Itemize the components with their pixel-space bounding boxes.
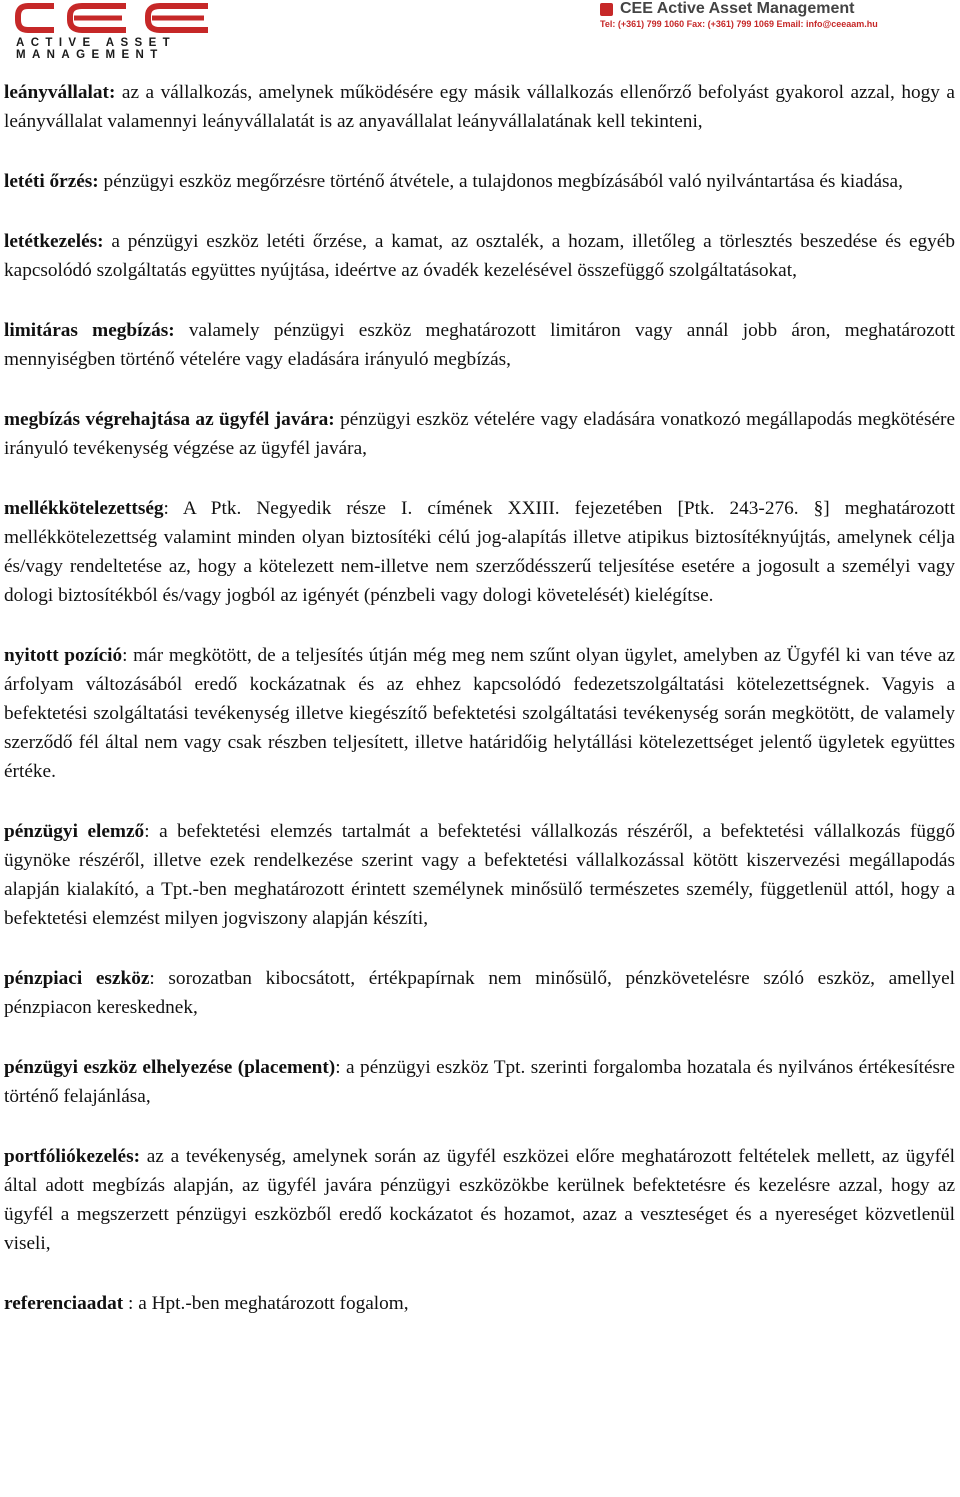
- definition-body: az a tevékenység, amelynek során az ügyfél eszközei előre meghatározott feltételek mellett, az ügyfél által adott megbízás alapján, az ügyfél javára pénzügyi eszközökbe kerülnek befektetésre és kezelésre azzal, hogy az ügyfél a megszerzett pénzügyi eszközből eredő kockázatot és hozamot, azaz a veszteséget és a nyereséget közvetlenül viseli,: [4, 1146, 955, 1254]
- company-bullet-icon: [600, 3, 613, 16]
- definition-entry: [4, 964, 955, 1022]
- definition-body: : A Ptk. Negyedik része I. címének XXIII. fejezetében [Ptk. 243-276. §] meghatározott mellékkötelezettség valamint minden olyan biztosítéki célú jog-alapítás illetve atipikus biztosítéknyújtás, amelynek célja és/vagy rendeltetése az, hogy a kötelezett nem-illetve nem szerződésszerű teljesítése esetére a jogosult a személyi vagy dologi biztosítékból és/vagy jogból az igényét (pénzbeli vagy dologi követelését) kielégítse.: [4, 498, 955, 606]
- definition-body: valamely pénzügyi eszköz meghatározott limitáron vagy annál jobb áron, meghatározott mennyiségben történő vételére vagy eladására irányuló megbízás,: [4, 320, 955, 370]
- definition-entry: [4, 316, 955, 374]
- definition-term: letéti őrzés:: [4, 171, 99, 192]
- definition-body: az a vállalkozás, amelynek működésére egy másik vállalkozás ellenőrző befolyást gyakorol azzal, hogy a leányvállalat valamennyi leányvállalatát is az anyavállalat leányvállalatának kell tekinteni,: [4, 82, 955, 132]
- definition-body: pénzügyi eszköz vételére vagy eladására vonatkozó megállapodás megkötésére irányuló tevékenység végzése az ügyfél javára,: [4, 409, 956, 459]
- company-logo: [14, 2, 214, 62]
- definition-term: leányvállalat:: [4, 82, 116, 103]
- definition-body: : a befektetési elemzés tartalmát a befektetési vállalkozás részéről, a befektetési vállalkozás függő ügynöke részéről, illetve ezek rendelkezése szerint vagy a befektetési vállalkozással kötött kiszervezési megállapodás alapján kialakító, a Tpt.-ben meghatározott érintett személynek minősülő természetes személy, függetlenül attól, hogy a befektetési elemzést milyen jogviszony alapján készíti,: [4, 821, 955, 929]
- company-name: CEE Active Asset Management: [620, 0, 855, 17]
- definition-body: : a pénzügyi eszköz Tpt. szerinti forgalomba hozatala és nyilvános értékesítésre történő felajánlása,: [4, 1057, 955, 1107]
- definition-entry: [4, 641, 955, 786]
- definition-body: : sorozatban kibocsátott, értékpapírnak nem minősülő, pénzkövetelésre szóló eszköz, amellyel pénzpiacon kereskednek,: [4, 968, 955, 1018]
- logo-line-2: MANAGEMENT: [16, 49, 164, 61]
- definition-term: pénzügyi eszköz elhelyezése (placement): [4, 1057, 336, 1078]
- definition-term: mellékkötelezettség: [4, 498, 164, 519]
- definition-term: limitáras megbízás:: [4, 320, 175, 341]
- definition-entry: [4, 405, 955, 463]
- definition-entry: [4, 1289, 955, 1318]
- definition-entry: [4, 227, 955, 285]
- definition-entry: [4, 1142, 955, 1258]
- logo-line-1: ACTIVE ASSET: [16, 37, 177, 49]
- definition-body: : a Hpt.-ben meghatározott fogalom,: [123, 1293, 409, 1314]
- contact-info: Tel: (+361) 799 1060 Fax: (+361) 799 1069 Email: info@ceeaam.hu: [600, 19, 878, 29]
- definition-term: letétkezelés:: [4, 231, 104, 252]
- definition-entry: [4, 1053, 955, 1111]
- definition-entry: [4, 167, 955, 196]
- definition-body: pénzügyi eszköz megőrzésre történő átvétele, a tulajdonos megbízásából való nyilvántartása és kiadása,: [98, 171, 903, 192]
- definition-term: pénzügyi elemző: [4, 821, 145, 842]
- definition-term: portfóliókezelés:: [4, 1146, 140, 1167]
- definition-body: : már megkötött, de a teljesítés útján még meg nem szűnt olyan ügylet, amelyben az Ügyfél ki van téve az árfolyam változásából eredő kockázatnak és az ehhez kapcsolódó fedezetszolgáltatási kötelezettségnek. Vagyis a befektetési szolgáltatási tevékenység illetve kiegészítő befektetési szolgáltatási tevékenység során megkötött, de valamely szerződő fél által nem vagy csak részben teljesített, illetve határidőig helytállási kötelezettséget jelentő ügyletek együttes értéke.: [4, 645, 955, 782]
- definition-entry: [4, 817, 955, 933]
- cee-logo-icon: [14, 2, 214, 36]
- definition-entry: [4, 494, 955, 610]
- definition-term: referenciaadat: [4, 1293, 124, 1314]
- definition-term: megbízás végrehajtása az ügyfél javára:: [4, 409, 335, 430]
- definition-term: nyitott pozíció: [4, 645, 123, 666]
- logo-text: CEE: [14, 2, 16, 3]
- definition-entry: [4, 78, 955, 136]
- page-header: [0, 0, 960, 64]
- definition-term: pénzpiaci eszköz: [4, 968, 150, 989]
- definitions-list: [4, 78, 955, 1349]
- definition-body: a pénzügyi eszköz letéti őrzése, a kamat, az osztalék, a hozam, illetőleg a törlesztés beszedése és egyéb kapcsolódó szolgáltatás együttes nyújtása, ideértve az óvadék kezelésével összefüggő szolgáltatásokat,: [4, 231, 955, 281]
